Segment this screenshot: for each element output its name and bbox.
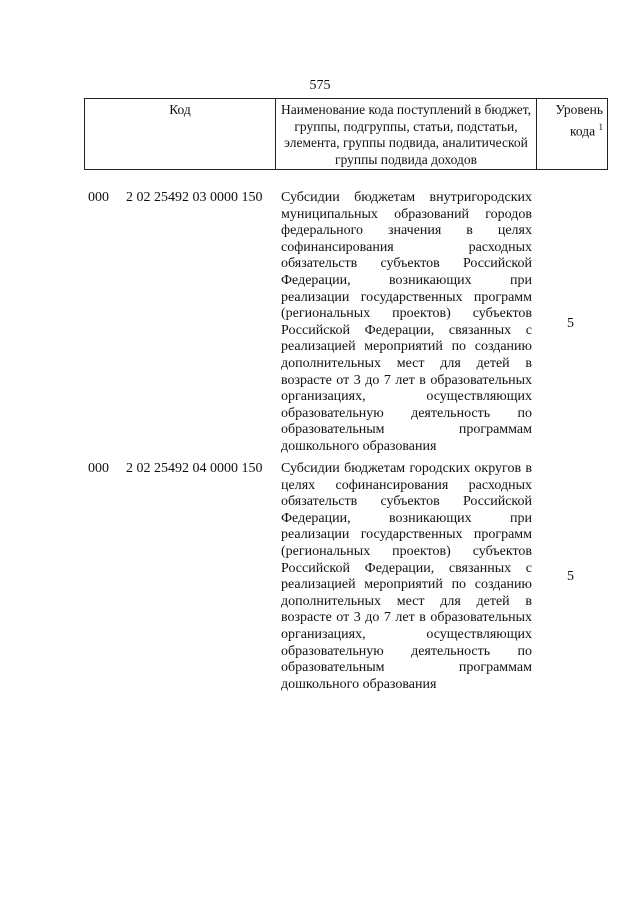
column-header-table (84, 98, 608, 170)
row-admin-code: 000 (88, 190, 109, 205)
header-level-label: Уровень кода (555, 102, 603, 138)
header-level-footnote: 1 (598, 121, 603, 132)
header-code: Код (85, 99, 276, 170)
row-admin-code: 000 (88, 461, 109, 476)
page-number: 575 (309, 78, 331, 93)
row-level: 5 (567, 316, 574, 331)
row-income-code: 2 02 25492 04 0000 150 (126, 461, 263, 476)
row-income-name: Субсидии бюджетам внутригородских муниципальных образований городов федерального значения в целях софинансирования расходных обязательств субъектов Российской Федерации, возникающих при реализации государственных программ (региональных проектов) субъектов Российской Федерации, связанных с реализацией мероприятий по созданию дополнительных мест для детей в возрасте от 3 до 7 лет в образовательных организациях, осуществляющих образовательную деятельность по образовательным программам дошкольного образования (281, 190, 532, 454)
row-income-name: Субсидии бюджетам городских округов в целях софинансирования расходных обязательств субъектов Российской Федерации, возникающих при реализации государственных программ (региональных проектов) субъектов Российской Федерации, связанных с реализацией мероприятий по созданию дополнительных мест для детей в возрасте от 3 до 7 лет в образовательных организациях, осуществляющих образовательную деятельность по образовательным программам дошкольного образования (281, 461, 532, 692)
header-level (537, 99, 608, 170)
header-name: Наименование кода поступлений в бюджет, группы, подгруппы, статьи, подстатьи, элемента, группы подвида, аналитической группы подвида доходов (276, 99, 537, 170)
row-level: 5 (567, 569, 574, 584)
row-income-code: 2 02 25492 03 0000 150 (126, 190, 263, 205)
